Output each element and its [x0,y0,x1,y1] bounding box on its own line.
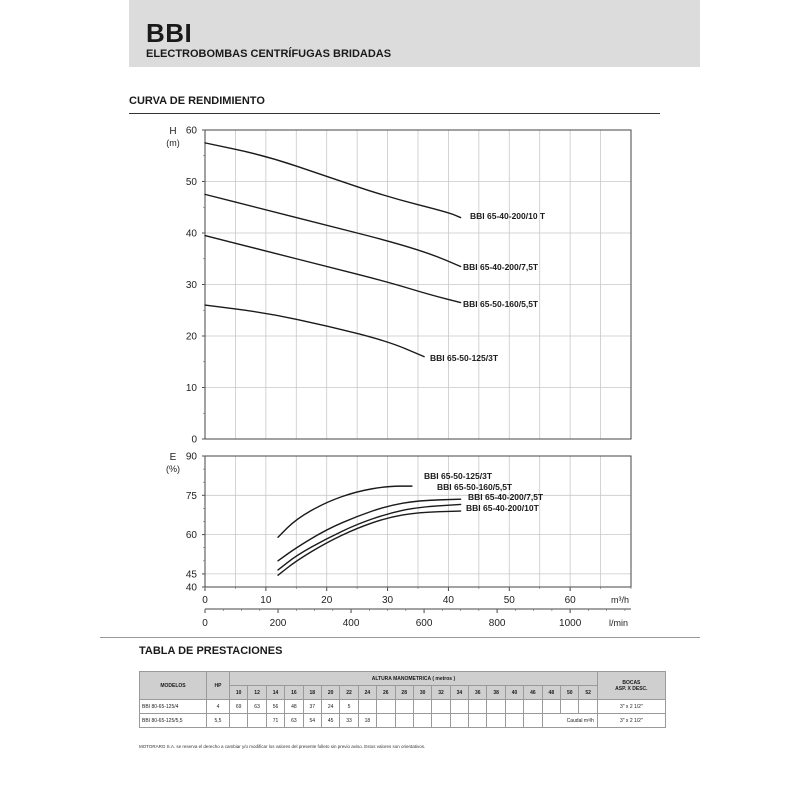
x-tick-label: 10 [260,595,272,606]
flow-cell [377,714,395,728]
flow-cell: 71 [266,714,284,728]
flow-cell [579,700,597,714]
model-cell: BBI 80-65-125/5,5 [140,714,207,728]
flow-cell [524,700,542,714]
curve-label: BBI 65-40-200/7,5T [463,262,539,272]
curve-label: BBI 65-50-160/5,5T [437,482,513,492]
flow-cell [432,700,450,714]
flow-cell: 37 [303,700,321,714]
height-column-header: 26 [377,686,395,700]
y-tick-label: 0 [191,434,197,446]
flow-cell [413,700,431,714]
flow-cell [542,700,560,714]
flow-cell [450,714,468,728]
flow-cell: 63 [248,700,266,714]
height-column-header: 22 [340,686,358,700]
flow-cell [358,700,376,714]
x-tick-label: 20 [321,595,333,606]
ports-cell: 3" x 2 1/2" [597,700,665,714]
y-axis-label: H [169,126,177,137]
hp-cell: 5,5 [207,714,230,728]
flow-cell [469,700,487,714]
flow-cell [505,700,523,714]
page-subtitle: ELECTROBOMBAS CENTRÍFUGAS BRIDADAS [146,48,392,60]
x-tick-label: 0 [202,595,208,606]
hp-header: HP [207,672,230,700]
curve-label: BBI 65-40-200/10T [466,503,539,513]
y-tick-label: 60 [185,125,197,137]
ports-header-line2: ASP. X DESC. [615,685,648,692]
height-column-header: 30 [413,686,431,700]
flow-cell: 56 [266,700,284,714]
curve-line [205,143,461,218]
height-column-header: 38 [487,686,505,700]
flow-cell: 63 [285,714,303,728]
efficiency-chart [166,452,631,630]
ports-header-line1: BOCAS [622,679,641,686]
curve-label: BBI 65-50-125/3T [430,353,499,363]
flow-cell [432,714,450,728]
height-column-header: 14 [266,686,284,700]
y-axis-unit: (%) [166,464,180,474]
height-column-header: 40 [505,686,523,700]
flow-cell: 54 [303,714,321,728]
height-column-header: 28 [395,686,413,700]
hp-cell: 4 [207,700,230,714]
height-column-header: 52 [579,686,597,700]
model-cell: BBI 80-65-125/4 [140,700,207,714]
curve-section-title: CURVA DE RENDIMIENTO [129,95,265,107]
y-tick-label: 40 [185,582,197,594]
x2-tick-label: 0 [202,618,208,629]
flow-cell: 69 [230,700,248,714]
flow-cell: 45 [321,714,339,728]
table-row [140,700,666,714]
height-column-header: 16 [285,686,303,700]
height-column-header: 36 [469,686,487,700]
flow-cell [505,714,523,728]
table-header-row [140,672,666,686]
x2-axis-label: l/min [609,618,629,628]
height-column-header: 10 [230,686,248,700]
curve-line [205,236,461,303]
x2-tick-label: 200 [269,618,287,629]
x2-tick-label: 600 [415,618,433,629]
flow-cell: 33 [340,714,358,728]
flow-cell [395,714,413,728]
flow-cell: 24 [321,700,339,714]
flow-cell [395,700,413,714]
flow-cell [413,714,431,728]
curve-label: BBI 65-50-160/5,5T [463,299,539,309]
flow-unit-note: Caudal m³/h [542,714,597,728]
curve-line [278,499,461,561]
flow-cell [487,700,505,714]
height-column-header: 18 [303,686,321,700]
y-tick-label: 20 [185,331,197,343]
y-axis-label: E [169,452,177,463]
ports-header [597,672,665,700]
curve-label: BBI 65-50-125/3T [424,471,493,481]
y-tick-label: 40 [185,228,197,240]
ports-cell: 3" x 2 1/2" [597,714,665,728]
y-tick-label: 10 [185,383,197,394]
height-column-header: 12 [248,686,266,700]
x-tick-label: 50 [503,595,515,606]
flow-cell [524,714,542,728]
head-chart [166,126,631,446]
flow-cell [469,714,487,728]
footnote: MOTORARG S.A. se reserva el derecho a cambiar y/o modificar los valores del presente folleto sin previo aviso. Estos valores son orientativos. [139,744,426,749]
table-title: TABLA DE PRESTACIONES [139,645,283,657]
height-column-header: 34 [450,686,468,700]
flow-cell: 48 [285,700,303,714]
height-column-header: 46 [524,686,542,700]
height-column-header: 20 [321,686,339,700]
height-column-header: 48 [542,686,560,700]
page-title: BBI [146,18,193,48]
curve-label: BBI 65-40-200/7,5T [468,492,544,502]
flow-cell [377,700,395,714]
flow-cell [248,714,266,728]
x2-tick-label: 400 [342,618,360,629]
y-tick-label: 45 [185,569,197,581]
y-axis-unit: (m) [166,138,180,148]
x-tick-label: 60 [564,595,576,606]
y-tick-label: 50 [185,177,197,188]
height-header: ALTURA MANOMETRICA ( metros ) [230,672,598,686]
y-tick-label: 60 [185,530,197,542]
x2-tick-label: 1000 [559,618,582,629]
models-header: MODELOS [140,672,207,700]
height-column-header: 50 [561,686,579,700]
y-tick-label: 30 [185,280,197,291]
flow-cell [561,700,579,714]
table-divider [100,637,700,638]
flow-cell: 5 [340,700,358,714]
performance-table [139,671,666,728]
flow-cell [487,714,505,728]
y-tick-label: 75 [185,490,197,502]
table-row [140,714,666,728]
x-tick-label: 40 [442,595,454,606]
y-tick-label: 90 [185,451,197,463]
height-column-header: 32 [432,686,450,700]
x-axis-label: m³/h [611,595,629,605]
flow-cell [230,714,248,728]
curve-label: BBI 65-40-200/10 T [470,211,546,221]
flow-cell [450,700,468,714]
x2-tick-label: 800 [488,618,506,629]
curve-line [205,305,424,357]
flow-cell: 18 [358,714,376,728]
x-tick-label: 30 [382,595,394,606]
height-column-header: 24 [358,686,376,700]
